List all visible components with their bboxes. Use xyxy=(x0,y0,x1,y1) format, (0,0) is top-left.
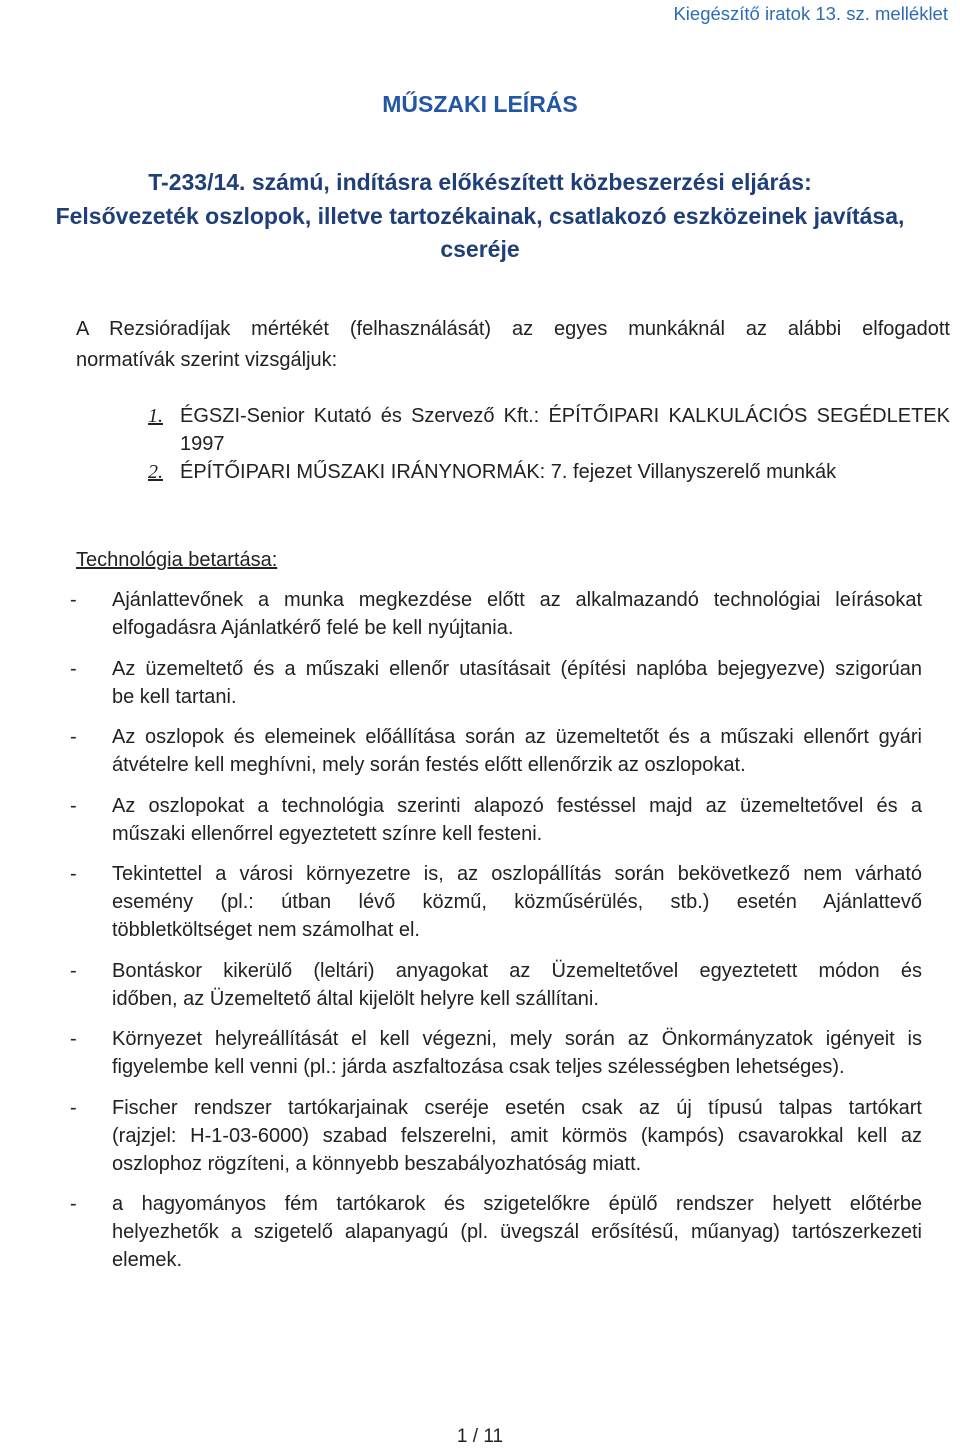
requirement-line: műszaki ellenőrrel egyeztetett színre kell festeni. xyxy=(112,822,543,845)
norm-source-line: ÉGSZI-Senior Kutató és Szervező Kft.: ÉPÍTŐIPARI KALKULÁCIÓS SEGÉDLETEK xyxy=(180,405,950,427)
requirement-line: (rajzjel: H-1-03-6000) szabad felszerelni, amit körmös (kampós) csavarokkal kell az xyxy=(112,1124,922,1147)
bullet-dash: - xyxy=(70,1193,77,1215)
requirement-text xyxy=(112,1025,922,1081)
requirement-item xyxy=(70,1025,922,1081)
requirement-line: elemek. xyxy=(112,1249,183,1271)
annex-reference: Kiegészítő iratok 13. sz. melléklet xyxy=(673,3,948,24)
section-heading: Technológia betartása: xyxy=(76,549,278,571)
norm-source-line: 1997 xyxy=(180,433,225,455)
requirement-text xyxy=(112,1190,922,1274)
requirement-line: átvételre kell meghívni, mely során festés előtt ellenőrzik az oszlopokat. xyxy=(112,754,746,776)
requirement-line: helyezhetők a szigetelő alapanyagú (pl. üvegszál erősítésű, műanyag) tartószerkezeti xyxy=(112,1221,922,1243)
norm-source-item xyxy=(148,458,950,486)
intro-paragraph xyxy=(76,314,950,376)
procedure-title xyxy=(0,166,960,267)
requirement-item xyxy=(70,792,922,848)
bullet-dash: - xyxy=(70,1096,77,1119)
bullet-dash: - xyxy=(70,1028,77,1050)
procedure-title-line: Felsővezeték oszlopok, illetve tartozékainak, csatlakozó eszközeinek javítása, xyxy=(55,202,905,229)
requirement-item xyxy=(70,723,922,779)
norm-source-line: ÉPÍTŐIPARI MŰSZAKI IRÁNYNORMÁK: 7. fejezet Villanyszerelő munkák xyxy=(180,461,837,483)
requirement-line: Az oszlopokat a technológia szerinti alapozó festéssel majd az üzemeltetővel és a xyxy=(112,794,922,817)
norm-source-text xyxy=(180,458,950,486)
requirement-text xyxy=(112,723,922,779)
requirement-list xyxy=(70,586,922,1287)
requirement-line: Ajánlattevőnek a munka megkezdése előtt az alkalmazandó technológiai leírásokat xyxy=(112,589,922,611)
requirement-line: figyelembe kell venni (pl.: járda aszfaltozása csak teljes szélességben lehetséges). xyxy=(112,1056,845,1078)
requirement-line: Fischer rendszer tartókarjainak cseréje esetén csak az új típusú talpas tartókart xyxy=(112,1096,922,1119)
bullet-dash: - xyxy=(70,726,77,748)
requirement-item xyxy=(70,957,922,1013)
requirement-line: esemény (pl.: útban lévő közmű, közműsérülés, stb.) esetén Ajánlattevő xyxy=(112,891,922,913)
list-number: 2. xyxy=(148,461,163,483)
bullet-dash: - xyxy=(70,863,77,885)
document-title: MŰSZAKI LEÍRÁS xyxy=(382,91,578,117)
requirement-item xyxy=(70,1190,922,1274)
requirement-line: be kell tartani. xyxy=(112,685,237,708)
requirement-line: a hagyományos fém tartókarok és szigetelőkre épülő rendszer helyett előtérbe xyxy=(112,1193,922,1215)
requirement-line: oszlophoz rögzíteni, a könnyebb beszabályozhatóság miatt. xyxy=(112,1152,642,1175)
requirement-item xyxy=(70,860,922,944)
procedure-title-line: T-233/14. számú, indításra előkészített közbeszerzési eljárás: xyxy=(148,169,812,195)
requirement-line: Tekintettel a városi környezetre is, az oszlopállítás során bekövetkező nem várható xyxy=(112,863,922,885)
procedure-title-line: cseréje xyxy=(440,236,520,262)
requirement-line: többletköltséget nem számolhat el. xyxy=(112,919,420,941)
requirement-text xyxy=(112,586,922,642)
norm-source-list xyxy=(148,402,950,486)
bullet-dash: - xyxy=(70,959,77,982)
requirement-line: Az üzemeltető és a műszaki ellenőr utasításait (építési naplóba bejegyezve) szigorúan xyxy=(112,657,922,680)
intro-line: normatívák szerint vizsgáljuk: xyxy=(76,349,338,371)
requirement-text xyxy=(112,860,922,944)
requirement-line: időben, az Üzemeltető által kijelölt helyre kell szállítani. xyxy=(112,987,599,1010)
requirement-text xyxy=(112,655,922,711)
bullet-dash: - xyxy=(70,589,77,611)
norm-source-text xyxy=(180,402,950,458)
bullet-dash: - xyxy=(70,794,77,817)
requirement-item xyxy=(70,586,922,642)
intro-line: A Rezsióradíjak mértékét (felhasználását) az egyes munkáknál az alábbi elfogadott xyxy=(76,318,950,340)
requirement-line: Környezet helyreállítását el kell végezni, mely során az Önkormányzatok igényeit is xyxy=(112,1028,922,1050)
requirement-line: Bontáskor kikerülő (leltári) anyagokat az Üzemeltetővel egyeztetett módon és xyxy=(112,959,922,982)
bullet-dash: - xyxy=(70,657,77,680)
page-number: 1 / 11 xyxy=(456,1426,504,1447)
requirement-text xyxy=(112,1094,922,1178)
requirement-item xyxy=(70,655,922,711)
requirement-text xyxy=(112,792,922,848)
norm-source-item xyxy=(148,402,950,458)
requirement-text xyxy=(112,957,922,1013)
requirement-line: Az oszlopok és elemeinek előállítása során az üzemeltetőt és a műszaki ellenőrt gyári xyxy=(112,726,922,748)
requirement-line: elfogadásra Ajánlatkérő felé be kell nyújtania. xyxy=(112,617,514,639)
list-number: 1. xyxy=(148,405,163,427)
requirement-item xyxy=(70,1094,922,1178)
